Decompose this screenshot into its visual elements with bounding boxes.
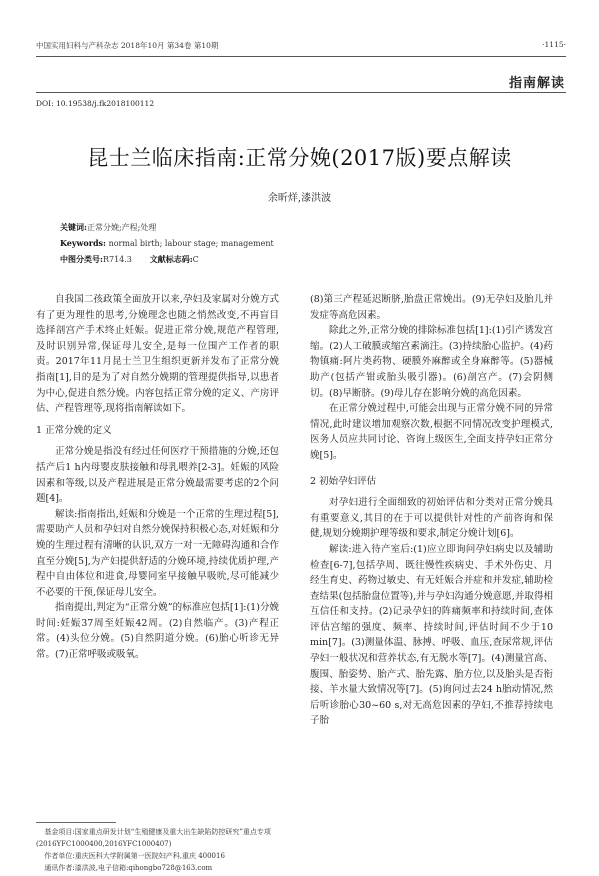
left-column bbox=[36, 292, 279, 663]
keywords-en-label: Keywords: bbox=[60, 238, 107, 248]
fund-note: 基金项目:国家重点研发计划“生殖健康及重大出生缺陷防控研究”重点专项(2016YFC1000400,2016YFC1000407) bbox=[36, 828, 271, 848]
doc-code-label: 文献标志码: bbox=[149, 254, 193, 264]
journal-info: 中国实用妇科与产科杂志 2018年10月 第34卷 第10期 bbox=[36, 41, 219, 50]
section-heading-2: 2 初始孕妇评估 bbox=[310, 475, 377, 487]
running-header bbox=[36, 40, 566, 51]
paragraph: 正常分娩是指没有经过任何医疗干预措施的分娩,还包括产后1 h内母婴皮肤接触和母乳喂养[2-3]。妊娠的风险因素和等级,以及产程进展是正常分娩最需要考虑的2个问题[4]。 bbox=[36, 446, 279, 505]
paragraph: (8)第三产程延迟断脐,胎盘正常娩出。(9)无孕妇及胎儿并发症等高危因素。 bbox=[310, 294, 553, 321]
paragraph: 指南提出,判定为“正常分娩”的标准应包括[1]:(1)分娩时间:妊娠37周至妊娠42周。(2)自然临产。(3)产程正常。(4)头位分娩。(5)自然阴道分娩。(6)胎心听诊无异常。(7)正常呼吸或吸氧。 bbox=[36, 602, 279, 661]
paragraph: 解读:进入待产室后:(1)应立即询问孕妇病史以及辅助检查[6-7],包括孕周、既往慢性疾病史、手术外伤史、月经生育史、药物过敏史、有无妊娠合并症和并发症,辅助检查结果(包括胎盘位置等),并与孕妇沟通分娩意愿,并取得相互信任和支持。(2)记录孕妇的阵痛频率和持续时间,查体评估宫缩的强度、频率、持续时间,评估时间不少于10 min[7]。(3)测量体温、脉搏、呼吸、血压,查尿常规,评估孕妇一般状况和营养状态,有无脱水等[7]。(4)测量宫高、腹围、胎姿势、胎产式、胎先露、胎方位,以及胎头是否衔接、羊水量大致情况等[7]。(5)询问过去24 h胎动情况,然后听诊胎心30~60 s,对无高危因素的孕妇,不推荐持续电子胎 bbox=[310, 543, 553, 727]
corresponding-note: 通讯作者:漆洪波,电子信箱:qihongbo728@163.com bbox=[44, 864, 213, 872]
keywords-cn-label: 关键词: bbox=[60, 222, 87, 232]
page-number: ·1115· bbox=[542, 40, 566, 49]
doc-code-value: C bbox=[192, 255, 199, 264]
footnote-rule bbox=[36, 822, 116, 823]
intro-paragraph: 自我国二孩政策全面放开以来,孕妇及家属对分娩方式有了更为理性的思考,分娩理念也随之悄然改变,不再盲目选择剖宫产手术终止妊娠。促进正常分娩,规范产程管理,及时识别异常,保证母儿安全,是每一位围产工作者的职责。2017年11月昆士兰卫生组织更新并发布了正常分娩指南[1],目的是为了对自然分娩期的管理提供指导,以患者为中心,促进自然分娩。内容包括正常分娩的定义、产房评估、产程管理等,现将指南解读如下。 bbox=[36, 294, 279, 415]
keywords-cn-value: 正常分娩;产程;处理 bbox=[86, 223, 157, 232]
paragraph: 对孕妇进行全面细致的初始评估和分类对正常分娩具有重要意义,其目的在于可以提供针对性的产前咨询和保健,规划分娩期护理等级和要求,制定分娩计划[6]。 bbox=[310, 497, 553, 540]
doi: DOI: 10.19538/j.fk2018100112 bbox=[36, 99, 155, 108]
footnote bbox=[36, 826, 279, 874]
section-heading-1: 1 正常分娩的定义 bbox=[36, 424, 112, 436]
classification bbox=[60, 254, 199, 265]
clc-value: R714.3 bbox=[102, 255, 132, 264]
paragraph: 在正常分娩过程中,可能会出现与正常分娩不同的异常情况,此时建议增加观察次数,根据不同情况改变护理模式,医务人员应共同讨论、咨询上级医生,全面支持孕妇正常分娩[5]。 bbox=[310, 403, 553, 461]
unit-note: 作者单位:重庆医科大学附属第一医院妇产科,重庆 400016 bbox=[44, 852, 225, 860]
keywords-en bbox=[60, 238, 274, 248]
header-rule bbox=[36, 56, 566, 57]
clc-label: 中图分类号: bbox=[60, 254, 103, 264]
article-title: 昆士兰临床指南:正常分娩(2017版)要点解读 bbox=[87, 146, 512, 170]
keywords-en-value: normal birth; labour stage; management bbox=[108, 239, 274, 248]
paragraph: 除此之外,正常分娩的排除标准包括[1]:(1)引产诱发宫缩。(2)人工破膜或缩宫素滴注。(3)持续胎心监护。(4)药物镇痛:阿片类药物、硬膜外麻醉或全身麻醉等。(5)器械助产(包括产钳或胎头吸引器)。(6)剖宫产。(7)会阴侧切。(8)早断脐。(9)母儿存在影响分娩的高危因素。 bbox=[310, 325, 553, 399]
authors: 余昕烊,漆洪波 bbox=[267, 193, 332, 204]
keywords-cn bbox=[60, 222, 156, 233]
right-column bbox=[310, 292, 553, 729]
paragraph: 解读:指南指出,妊娠和分娩是一个正常的生理过程[5],需要助产人员和孕妇对自然分娩保持积极心态,对妊娠和分娩的生理过程有清晰的认识,双方一对一无障碍沟通和合作直至分娩[5],为产妇提供舒适的分娩环境,持续优质护理,产程中自由体位和进食,母婴同室早接触早吸吮,尽可能减少不必要的干预,保证母儿安全。 bbox=[36, 508, 279, 598]
section-title: 指南解读 bbox=[508, 76, 565, 91]
section-rule bbox=[36, 92, 566, 93]
